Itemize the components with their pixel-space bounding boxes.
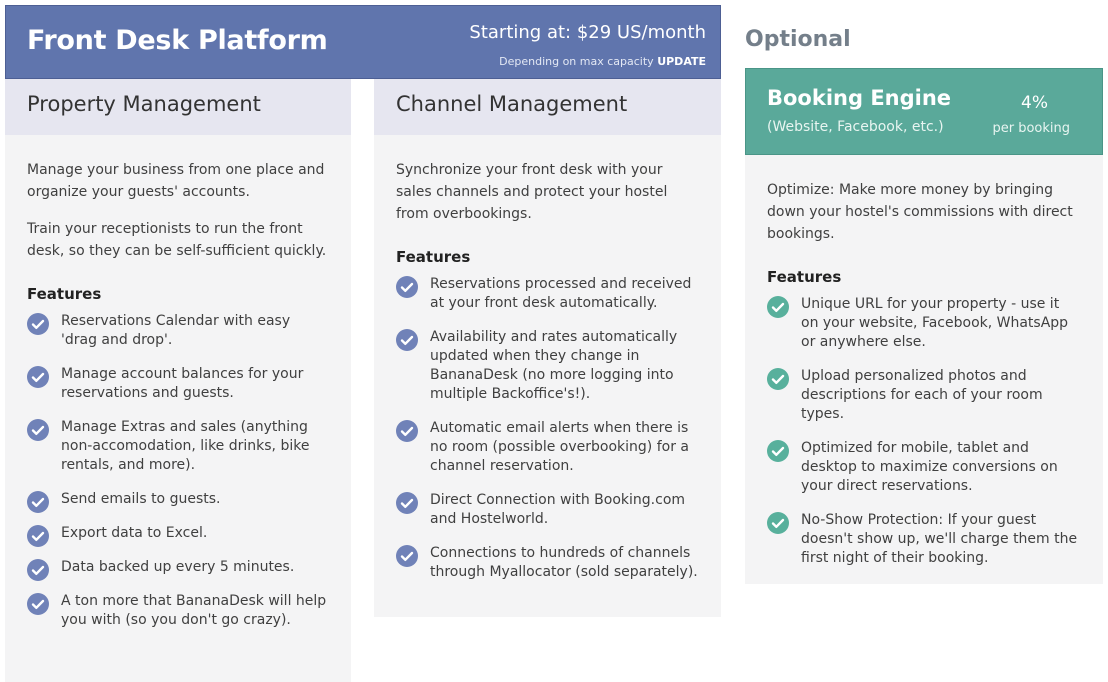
feature-text: Automatic email alerts when there is no room (possible overbooking) for a channel reservation.: [430, 420, 689, 474]
check-circle-icon: [27, 313, 49, 335]
feature-item: [27, 312, 329, 350]
update-link[interactable]: UPDATE: [657, 55, 706, 68]
feature-text: Availability and rates automatically updated when they change in BananaDesk (no more logging into multiple Backoffice's!).: [430, 329, 678, 402]
feature-text: Reservations Calendar with easy 'drag and drop'.: [61, 313, 291, 348]
check-circle-icon: [767, 296, 789, 318]
feature-text: Manage account balances for your reservations and guests.: [61, 366, 304, 401]
feature-text: Direct Connection with Booking.com and Hostelworld.: [430, 492, 686, 527]
feature-text: Manage Extras and sales (anything non-accomodation, like drinks, bike rentals, and more).: [61, 419, 310, 473]
feature-text: No-Show Protection: If your guest doesn't show up, we'll charge them the first night of their booking.: [801, 512, 1078, 566]
booking-engine-subtitle: (Website, Facebook, etc.): [767, 119, 944, 135]
check-circle-icon: [767, 368, 789, 390]
price-note-text: Depending on max capacity: [499, 55, 654, 68]
feature-item: [396, 491, 699, 529]
feature-item: [27, 365, 329, 403]
pricing-header: [5, 5, 721, 79]
check-circle-icon: [767, 512, 789, 534]
feature-text: Export data to Excel.: [61, 525, 208, 541]
feature-text: Reservations processed and received at your front desk automatically.: [430, 276, 692, 311]
feature-text: A ton more that BananaDesk will help you with (so you don't go crazy).: [61, 593, 327, 628]
card-title: Property Management: [5, 79, 351, 135]
features-heading: Features: [27, 285, 102, 303]
booking-engine-header: [745, 68, 1103, 155]
check-circle-icon: [27, 491, 49, 513]
booking-fee-unit: per booking: [992, 121, 1070, 136]
feature-text: Upload personalized photos and descriptions for each of your room types.: [801, 368, 1043, 422]
booking-engine-title: Booking Engine: [767, 86, 952, 110]
description: Manage your business from one place and organize your guests' accounts.: [27, 162, 325, 200]
feature-text: Send emails to guests.: [61, 491, 221, 507]
feature-text: Connections to hundreds of channels through Myallocator (sold separately).: [430, 545, 698, 580]
feature-item: [396, 544, 699, 582]
feature-item: [767, 295, 1081, 352]
feature-item: [767, 511, 1081, 568]
check-circle-icon: [396, 420, 418, 442]
card-title: Channel Management: [374, 79, 721, 135]
booking-engine-card: [745, 155, 1103, 584]
page-title: Front Desk Platform: [27, 25, 328, 56]
feature-text: Unique URL for your property - use it on your website, Facebook, WhatsApp or anywhere else.: [801, 296, 1069, 350]
booking-fee-percent: 4%: [1021, 93, 1048, 113]
feature-item: [396, 328, 699, 404]
features-heading: Features: [767, 268, 842, 286]
description: Train your receptionists to run the front desk, so they can be self-sufficient quickly.: [27, 221, 327, 259]
check-circle-icon: [396, 276, 418, 298]
starting-price: Starting at: $29 US/month: [469, 22, 706, 43]
feature-item: [27, 558, 329, 577]
check-circle-icon: [396, 545, 418, 567]
check-circle-icon: [396, 329, 418, 351]
channel-management-card: [374, 79, 721, 617]
optional-label: Optional: [745, 27, 851, 52]
feature-item: [27, 592, 329, 630]
description: Optimize: Make more money by bringing down your hostel's commissions with direct bookings.: [767, 182, 1073, 242]
feature-item: [27, 490, 329, 509]
check-circle-icon: [396, 492, 418, 514]
check-circle-icon: [27, 419, 49, 441]
feature-item: [27, 524, 329, 543]
check-circle-icon: [27, 559, 49, 581]
feature-text: Data backed up every 5 minutes.: [61, 559, 295, 575]
features-heading: Features: [396, 248, 471, 266]
description: Synchronize your front desk with your sales channels and protect your hostel from overbookings.: [396, 162, 668, 222]
feature-item: [767, 439, 1081, 496]
feature-item: [767, 367, 1081, 424]
price-note: [499, 55, 706, 68]
check-circle-icon: [27, 593, 49, 615]
check-circle-icon: [27, 366, 49, 388]
feature-text: Optimized for mobile, tablet and desktop to maximize conversions on your direct reservations.: [801, 440, 1058, 494]
feature-item: [396, 275, 699, 313]
check-circle-icon: [767, 440, 789, 462]
check-circle-icon: [27, 525, 49, 547]
feature-item: [27, 418, 329, 475]
feature-item: [396, 419, 699, 476]
property-management-card: [5, 79, 351, 682]
